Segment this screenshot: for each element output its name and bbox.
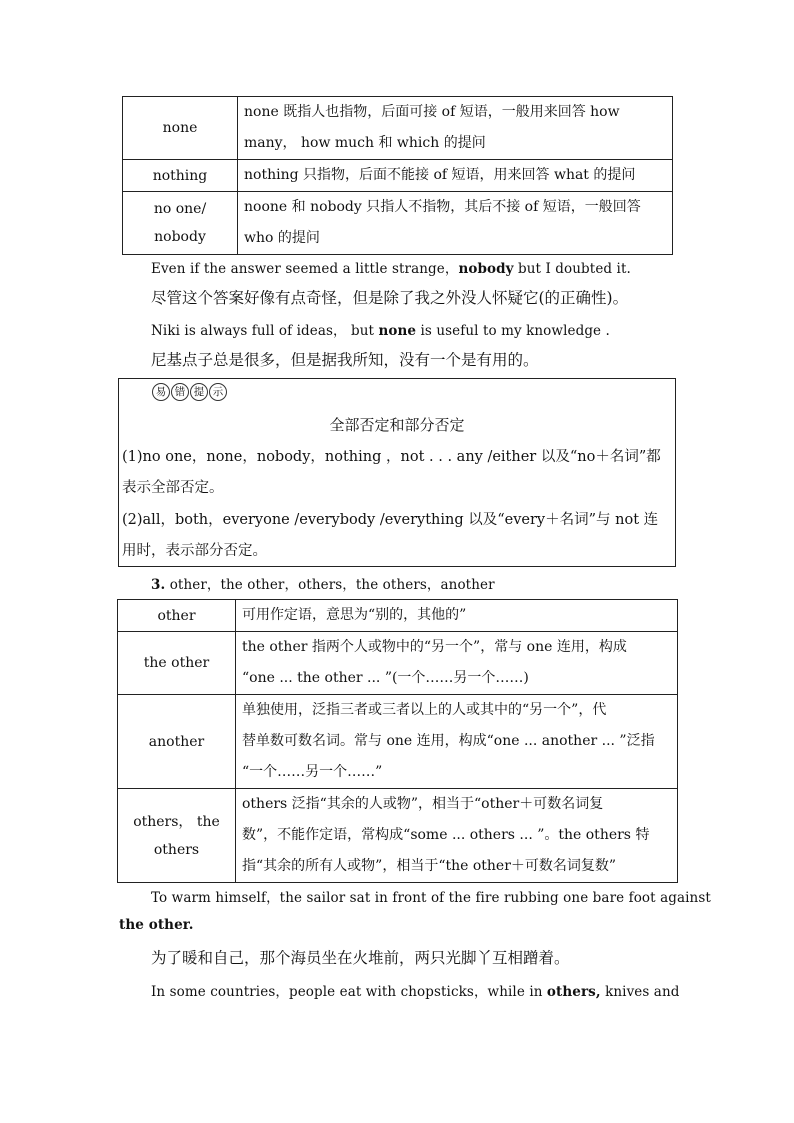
term-cell: other xyxy=(118,600,236,632)
example-translation-zh: 尼基点子总是很多，但是据我所知，没有一个是有用的。 xyxy=(151,351,539,369)
note-text: (1)no one，none，nobody，nothing ，not . . . any /either 以及“no＋名词”都 xyxy=(122,449,661,465)
badge-char: 易 xyxy=(152,383,170,401)
description-cell: others 泛指“其余的人或物”，相当于“other＋可数名词复 数”，不能作定语，常构成“some ... others ... ”。the others 特 指“其余的所有人或物”，相当于“the other＋可数名词复数” xyxy=(236,789,678,883)
section-number: 3. xyxy=(151,577,166,593)
table-row xyxy=(118,600,678,632)
badge-char: 示 xyxy=(209,383,227,401)
badge-char: 错 xyxy=(171,383,189,401)
description-cell: none 既指人也指物，后面可接 of 短语，一般用来回答 how many， how much 和 which 的提问 xyxy=(238,97,673,160)
example-sentence-en: In some countries，people eat with chopsticks，while in others, knives and xyxy=(151,984,680,1000)
table-row xyxy=(118,789,678,883)
badge-char: 提 xyxy=(190,383,208,401)
term-cell: others， the others xyxy=(118,789,236,883)
table-row xyxy=(123,97,673,160)
example-sentence-en: Even if the answer seemed a little strange，nobody but I doubted it. xyxy=(151,261,631,277)
description-cell: 单独使用，泛指三者或三者以上的人或其中的“另一个”，代 替单数可数名词。常与 one 连用，构成“one ... another ... ”泛指 “一个……另一个……” xyxy=(236,695,678,789)
description-cell: the other 指两个人或物中的“另一个”，常与 one 连用，构成 “one ... the other ... ”(一个……另一个……) xyxy=(236,632,678,695)
example-sentence-en: Niki is always full of ideas， but none is useful to my knowledge . xyxy=(151,323,610,339)
table-row xyxy=(118,695,678,789)
term-cell: another xyxy=(118,695,236,789)
pronoun-table-2 xyxy=(117,599,678,883)
description-cell: noone 和 nobody 只指人不指物，其后不接 of 短语，一般回答 who 的提问 xyxy=(238,192,673,255)
table-row xyxy=(123,192,673,255)
term-cell: none xyxy=(123,97,238,160)
term-cell: nothing xyxy=(123,160,238,192)
tip-badge xyxy=(152,383,227,401)
note-title: 全部否定和部分否定 xyxy=(329,416,465,434)
note-text: (2)all，both，everyone /everybody /everything 以及“every＋名词”与 not 连 xyxy=(122,512,659,528)
pronoun-table-1 xyxy=(122,96,673,255)
common-mistake-note xyxy=(118,378,676,567)
description-cell: nothing 只指物，后面不能接 of 短语，用来回答 what 的提问 xyxy=(238,160,673,192)
example-translation-zh: 为了暖和自己，那个海员坐在火堆前，两只光脚丫互相蹭着。 xyxy=(151,949,570,967)
example-translation-zh: 尽管这个答案好像有点奇怪，但是除了我之外没人怀疑它(的正确性)。 xyxy=(151,289,629,307)
section-heading: 3. other，the other，others，the others，another xyxy=(151,577,495,593)
example-sentence-en: To warm himself，the sailor sat in front of the fire rubbing one bare foot against xyxy=(151,890,711,906)
term-cell: the other xyxy=(118,632,236,695)
term-cell: no one/ nobody xyxy=(123,192,238,255)
table-row xyxy=(123,160,673,192)
table-row xyxy=(118,632,678,695)
description-cell: 可用作定语，意思为“别的，其他的” xyxy=(236,600,678,632)
note-text: 用时，表示部分否定。 xyxy=(122,543,267,559)
example-sentence-en-cont: the other. xyxy=(119,917,194,933)
note-text: 表示全部否定。 xyxy=(122,480,224,496)
